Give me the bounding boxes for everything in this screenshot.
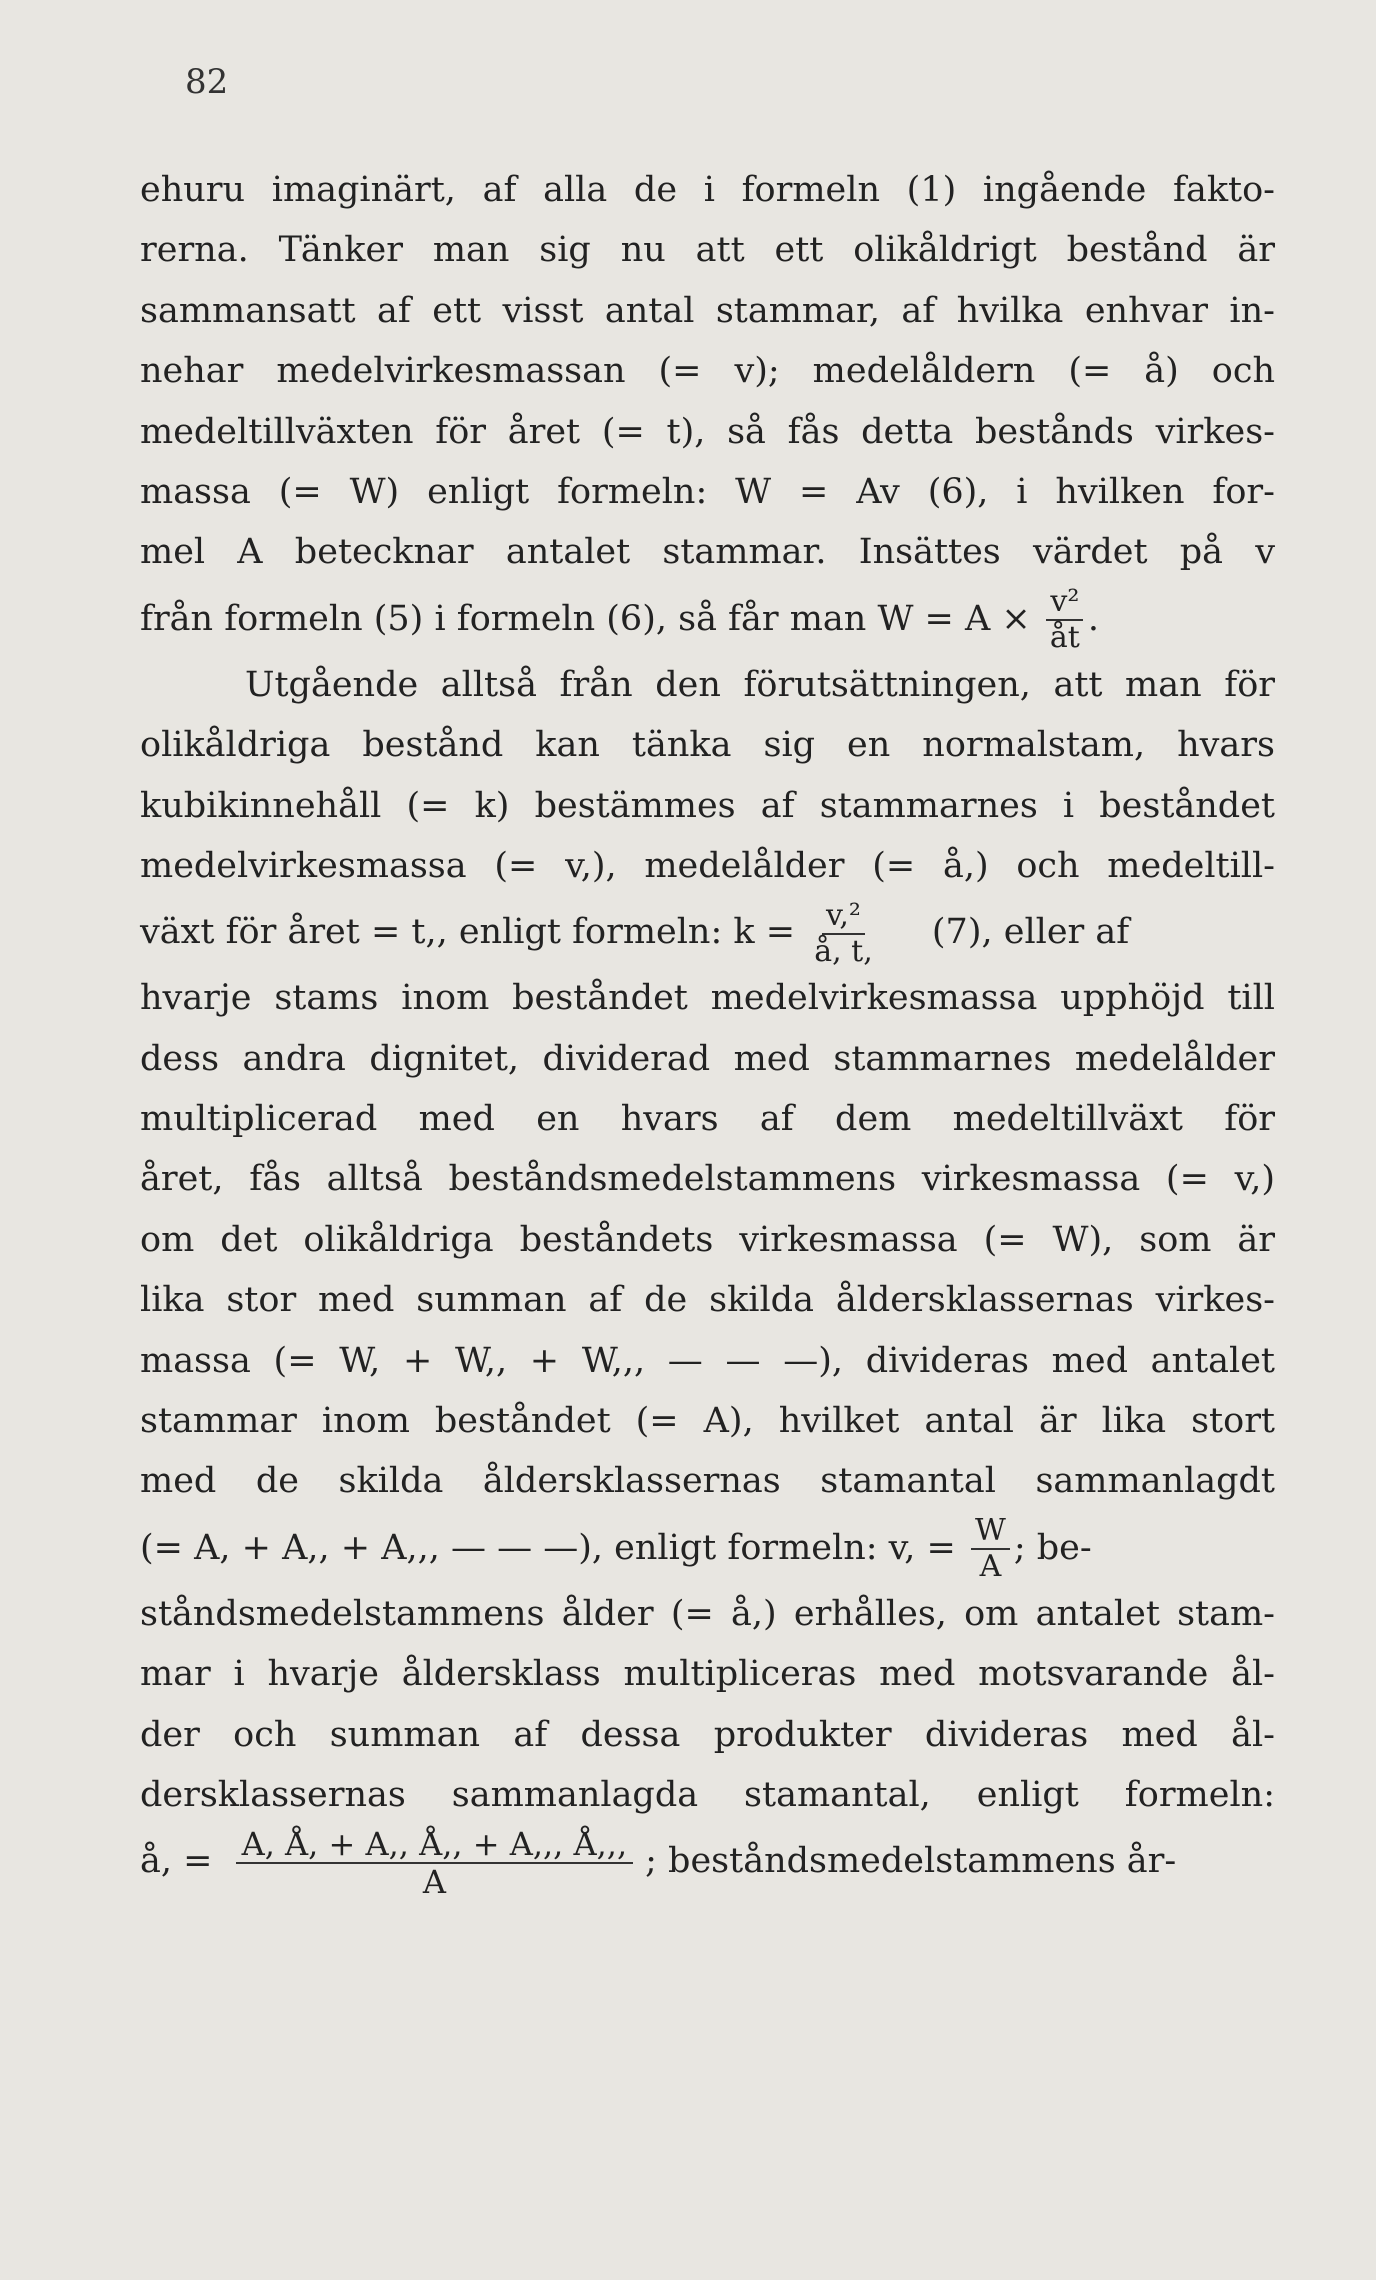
fraction-numerator: A, Å, + A,, Å,, + A,,, Å,,, [236, 1826, 634, 1864]
fraction [1046, 585, 1084, 655]
fraction [971, 1514, 1010, 1584]
text-line: rerna. Tänker man sig nu att ett olikåldrigt bestånd är [140, 230, 1275, 271]
fraction-numerator: v² [1046, 585, 1083, 621]
text-line: lika stor med summan af de skilda åldersklassernas virkes- [140, 1280, 1275, 1321]
text-line: nehar medelvirkesmassan (= v); medelåldern (= å) och [140, 351, 1275, 392]
formula-tail: ; beståndsmedelstammens år- [645, 1841, 1177, 1882]
text-line: multiplicerad med en hvars af dem medeltillväxt för [140, 1099, 1275, 1140]
text-line: mel A betecknar antalet stammar. Insättes värdet på v [140, 532, 1275, 573]
text-line: sammansatt af ett visst antal stammar, af hvilka enhvar in- [140, 290, 1275, 331]
text-line: der och summan af dessa produkter divideras med ål- [140, 1714, 1275, 1755]
page-number: 82 [185, 62, 229, 102]
text-line: med de skilda åldersklassernas stamantal sammanlagdt [140, 1461, 1275, 1502]
fraction [236, 1826, 634, 1900]
text-line: hvarje stams inom beståndet medelvirkesmassa upphöjd till [140, 978, 1275, 1019]
fraction-denominator: åt [1049, 620, 1080, 656]
paragraph-start: Utgående alltså från den förutsättningen, att man för [245, 664, 1275, 705]
text-line: året, fås alltså beståndsmedelstammens virkesmassa (= v,) [140, 1159, 1275, 1200]
formula-text: (= A, + A,, + A,,, — — —), enligt formeln: v, = [140, 1527, 956, 1568]
text-line: mar i hvarje åldersklass multipliceras med motsvarande ål- [140, 1654, 1275, 1695]
fraction-denominator: A [422, 1862, 446, 1901]
formula-line-v [140, 1512, 1275, 1584]
text-line: medeltillväxten för året (= t), så fås detta bestånds virkes- [140, 411, 1275, 452]
formula-text: från formeln (5) i formeln (6), så får man W = A × [140, 598, 1031, 639]
text-line: kubikinnehåll (= k) bestämmes af stammarnes i beståndet [140, 785, 1275, 826]
formula-text: växt för året = t,, enligt formeln: k = [140, 912, 796, 953]
fraction-denominator: A [979, 1549, 1002, 1585]
text-line: dersklassernas sammanlagda stamantal, enligt formeln: [140, 1774, 1275, 1815]
fraction [810, 899, 877, 969]
text-line: ståndsmedelstammens ålder (= å,) erhålles, om antalet stam- [140, 1593, 1275, 1634]
fraction-denominator: å, t, [814, 933, 873, 969]
formula-lhs: å, = [140, 1841, 213, 1882]
text-line: dess andra dignitet, dividerad med stammarnes medelålder [140, 1038, 1275, 1079]
formula-tail: ; be- [1013, 1527, 1092, 1568]
formula-line-w [140, 583, 1275, 655]
text-line: medelvirkesmassa (= v,), medelålder (= å,) och medeltill- [140, 845, 1275, 886]
formula-line-k [140, 896, 1275, 968]
fraction-numerator: W [971, 1514, 1010, 1550]
text-line: olikåldriga bestånd kan tänka sig en normalstam, hvars [140, 725, 1275, 766]
text-line: stammar inom beståndet (= A), hvilket antal är lika stort [140, 1401, 1275, 1442]
formula-tail: (7), eller af [931, 912, 1130, 953]
formula-line-a [140, 1824, 1275, 1901]
formula-tail: . [1087, 598, 1099, 639]
body-text [140, 160, 1275, 1901]
text-line: massa (= W) enligt formeln: W = Av (6), i hvilken for- [140, 471, 1275, 512]
fraction-numerator: v,² [822, 899, 865, 935]
text-line: ehuru imaginärt, af alla de i formeln (1) ingående fakto- [140, 170, 1275, 210]
text-line: massa (= W, + W,, + W,,, — — —), divideras med antalet [140, 1340, 1275, 1381]
text-line: om det olikåldriga beståndets virkesmassa (= W), som är [140, 1219, 1275, 1260]
